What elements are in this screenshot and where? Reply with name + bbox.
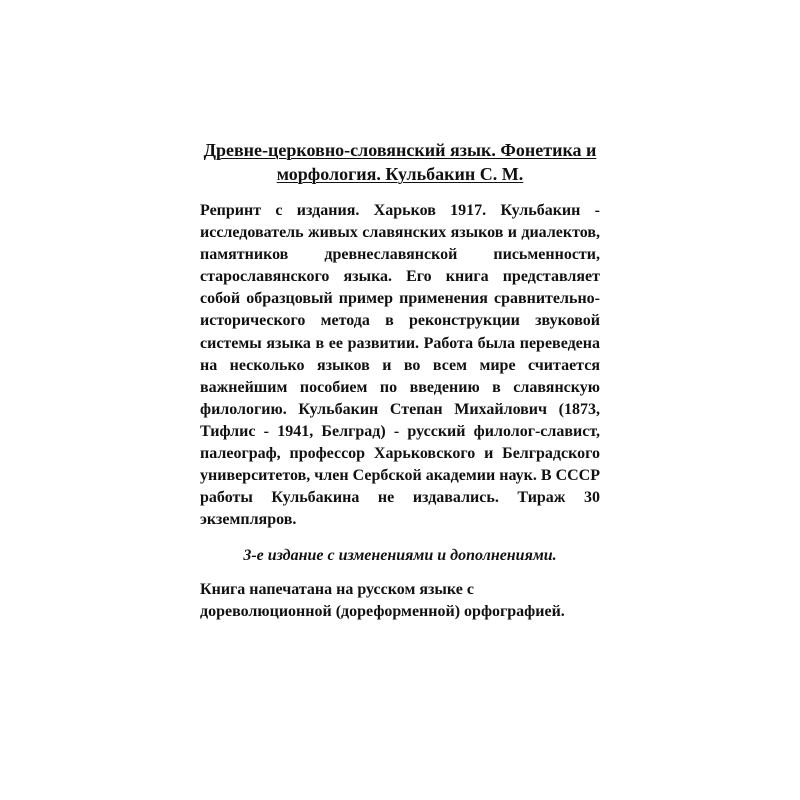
document-description: Репринт с издания. Харьков 1917. Кульбакин - исследователь живых славянских языков и диалектов, памятников древнеславянской письменности, старославянского языка. Его книга представляет собой образцовый пример применения сравнительно-исторического метода в реконструкции звуковой системы языка в ее развитии. Работа была переведена на несколько языков и во всем мире считается важнейшим пособием по введению в славянскую филологию. Кульбакин Степан Михайлович (1873, Тифлис - 1941, Белград) - русский филолог-славист, палеограф, профессор Харьковского и Белградского университетов, член Сербской академии наук. В СССР работы Кульбакина не издавались. Тираж 30 экземпляров. [200, 202, 600, 529]
document-page [200, 138, 600, 623]
document-title: Древне-церковно-словянский язык. Фонетика и морфология. Кульбакин С. М. [203, 140, 597, 184]
edition-note: 3-е издание с изменениями и дополнениями. [243, 547, 557, 565]
orthography-note: Книга напечатана на русском языке с дореволюционной (дореформенной) орфографией. [200, 581, 565, 621]
